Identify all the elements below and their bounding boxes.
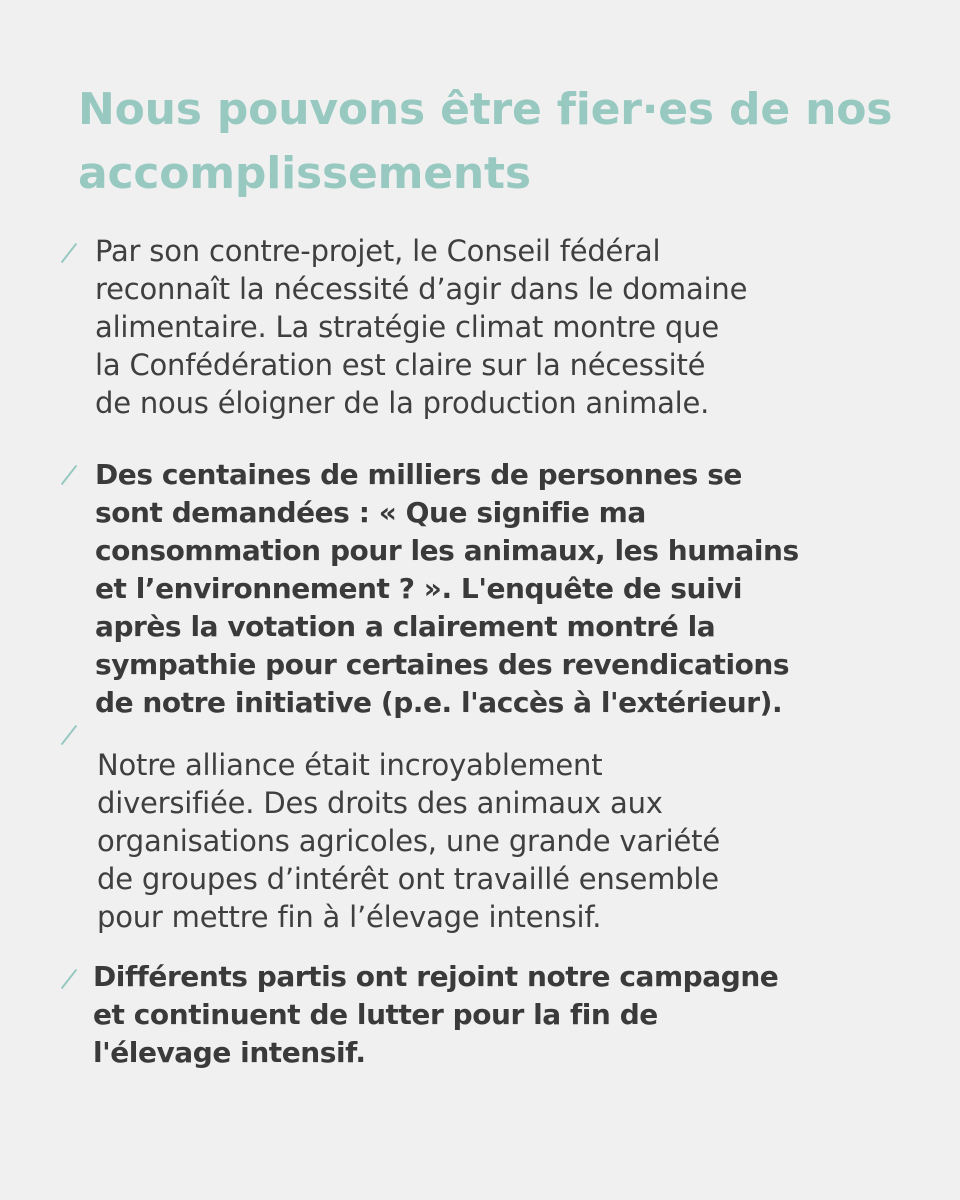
list-item-text: Des centaines de milliers de personnes se sont demandées : « Que signifie ma consommation pour les animaux, les humains et l’environnement ? ». L'enquête de suivi après la votation a clairement montré la sympathie pour certaines des revendications de notre initiative (p.e. l'accès à l'extérieur). [95, 458, 799, 719]
slash-icon [61, 725, 77, 745]
slash-icon [61, 969, 77, 989]
list-item-text: Différents partis ont rejoint notre campagne et continuent de lutter pour la fin de l'élevage intensif. [93, 960, 779, 1069]
slash-icon [61, 243, 77, 263]
slash-icon [61, 465, 77, 485]
page-title: Nous pouvons être fier·es de nos accomplissements [78, 84, 893, 199]
list-item-text: Par son contre-projet, le Conseil fédéral reconnaît la nécessité d’agir dans le domaine alimentaire. La stratégie climat montre que la Confédération est claire sur la nécessité de nous éloigner de la production animale. [95, 234, 748, 420]
list-item-text: Notre alliance était incroyablement diversifiée. Des droits des animaux aux organisations agricoles, une grande variété de groupes d’intérêt ont travaillé ensemble pour mettre fin à l’élevage intensif. [97, 748, 720, 934]
